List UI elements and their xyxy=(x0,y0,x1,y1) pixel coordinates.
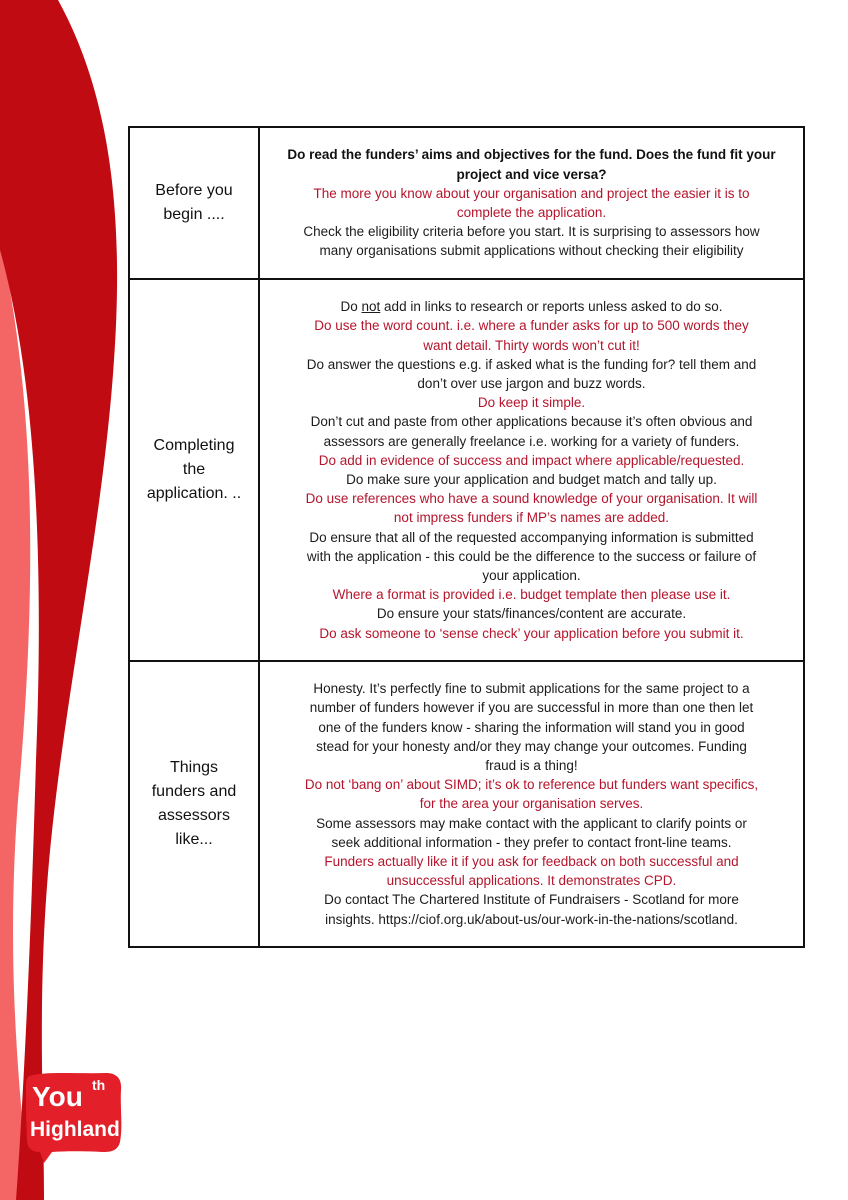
tip-line: stead for your honesty and/or they may change your outcomes. Funding xyxy=(316,738,747,754)
tip-line: Check the eligibility criteria before you start. It is surprising to assessors how xyxy=(303,224,760,240)
tip-line: assessors are generally freelance i.e. working for a variety of funders. xyxy=(323,433,740,449)
section-content xyxy=(259,127,804,279)
tip-line: project and vice versa? xyxy=(456,166,607,182)
tip-line: Where a format is provided i.e. budget template then please use it. xyxy=(332,587,731,603)
tip-line: Do add in evidence of success and impact where applicable/requested. xyxy=(318,452,745,468)
logo-text-sup: th xyxy=(92,1077,106,1093)
tip-line: with the application - this could be the difference to the success or failure of xyxy=(306,548,757,564)
tip-line: want detail. Thirty words won’t cut it! xyxy=(423,337,640,353)
tip-line: Do keep it simple. xyxy=(477,395,586,411)
tip-line: not impress funders if MP’s names are added. xyxy=(393,510,670,526)
tip-line: The more you know about your organisation and project the easier it is to xyxy=(313,185,750,201)
tip-line: Do not ‘bang on’ about SIMD; it’s ok to reference but funders want specifics, xyxy=(304,777,759,793)
tip-line: Some assessors may make contact with the applicant to clarify points or xyxy=(316,815,747,831)
logo-text-bottom: Highland xyxy=(30,1118,120,1141)
tip-line: fraud is a thing! xyxy=(485,757,578,773)
tip-line: Do ask someone to ‘sense check’ your application before you submit it. xyxy=(319,625,744,641)
tip-line: seek additional information - they prefer to contact front-line teams. xyxy=(331,834,732,850)
tip-line: number of funders however if you are successful in more than one then let xyxy=(309,700,754,716)
section-things-funders-like xyxy=(129,661,804,947)
tip-line: Do ensure your stats/finances/content are accurate. xyxy=(376,606,687,622)
tips-table xyxy=(128,126,805,948)
section-label: Completing the application. .. xyxy=(146,437,242,502)
tip-line: insights. https://ciof.org.uk/about-us/our-work-in-the-nations/scotland. xyxy=(325,911,738,927)
tip-line xyxy=(270,297,793,316)
section-completing-application xyxy=(129,279,804,661)
tip-line: Do ensure that all of the requested accompanying information is submitted xyxy=(309,529,754,545)
tip-line: Do use references who have a sound knowledge of your organisation. It will xyxy=(305,491,758,507)
section-label: Before you begin .... xyxy=(155,182,233,223)
tip-line: complete the application. xyxy=(456,205,607,220)
logo-text-top: You xyxy=(32,1081,83,1112)
tip-line: your application. xyxy=(482,568,581,584)
tip-line: unsuccessful applications. It demonstrates CPD. xyxy=(386,873,677,889)
tip-text: add in links to research or reports unless asked to do so. xyxy=(380,299,723,315)
tip-line: Do use the word count. i.e. where a funder asks for up to 500 words they xyxy=(314,318,749,334)
section-before-you-begin xyxy=(129,127,804,279)
tip-line: Honesty. It’s perfectly fine to submit applications for the same project to a xyxy=(313,681,750,697)
tip-line: for the area your organisation serves. xyxy=(419,796,644,812)
tip-line: Do read the funders’ aims and objectives for the fund. Does the fund fit your xyxy=(287,147,776,163)
tip-line: Do make sure your application and budget match and tally up. xyxy=(346,472,717,487)
tip-text: Do xyxy=(340,299,362,315)
tip-line: Do answer the questions e.g. if asked what is the funding for? tell them and xyxy=(306,356,757,372)
tip-line: don’t over use jargon and buzz words. xyxy=(417,375,646,391)
youth-highland-logo xyxy=(22,1070,126,1164)
section-content xyxy=(259,279,804,661)
section-label: Things funders and assessors like... xyxy=(151,759,237,848)
section-content xyxy=(259,661,804,947)
tip-line: Don’t cut and paste from other applications because it’s often obvious and xyxy=(310,414,753,430)
tip-line: one of the funders know - sharing the information will stand you in good xyxy=(318,719,745,735)
tip-line: Funders actually like it if you ask for feedback on both successful and xyxy=(324,854,739,869)
tip-line: Do contact The Chartered Institute of Fundraisers - Scotland for more xyxy=(324,892,739,908)
tip-line: many organisations submit applications without checking their eligibility xyxy=(319,243,744,259)
underlined-word: not xyxy=(361,299,381,315)
